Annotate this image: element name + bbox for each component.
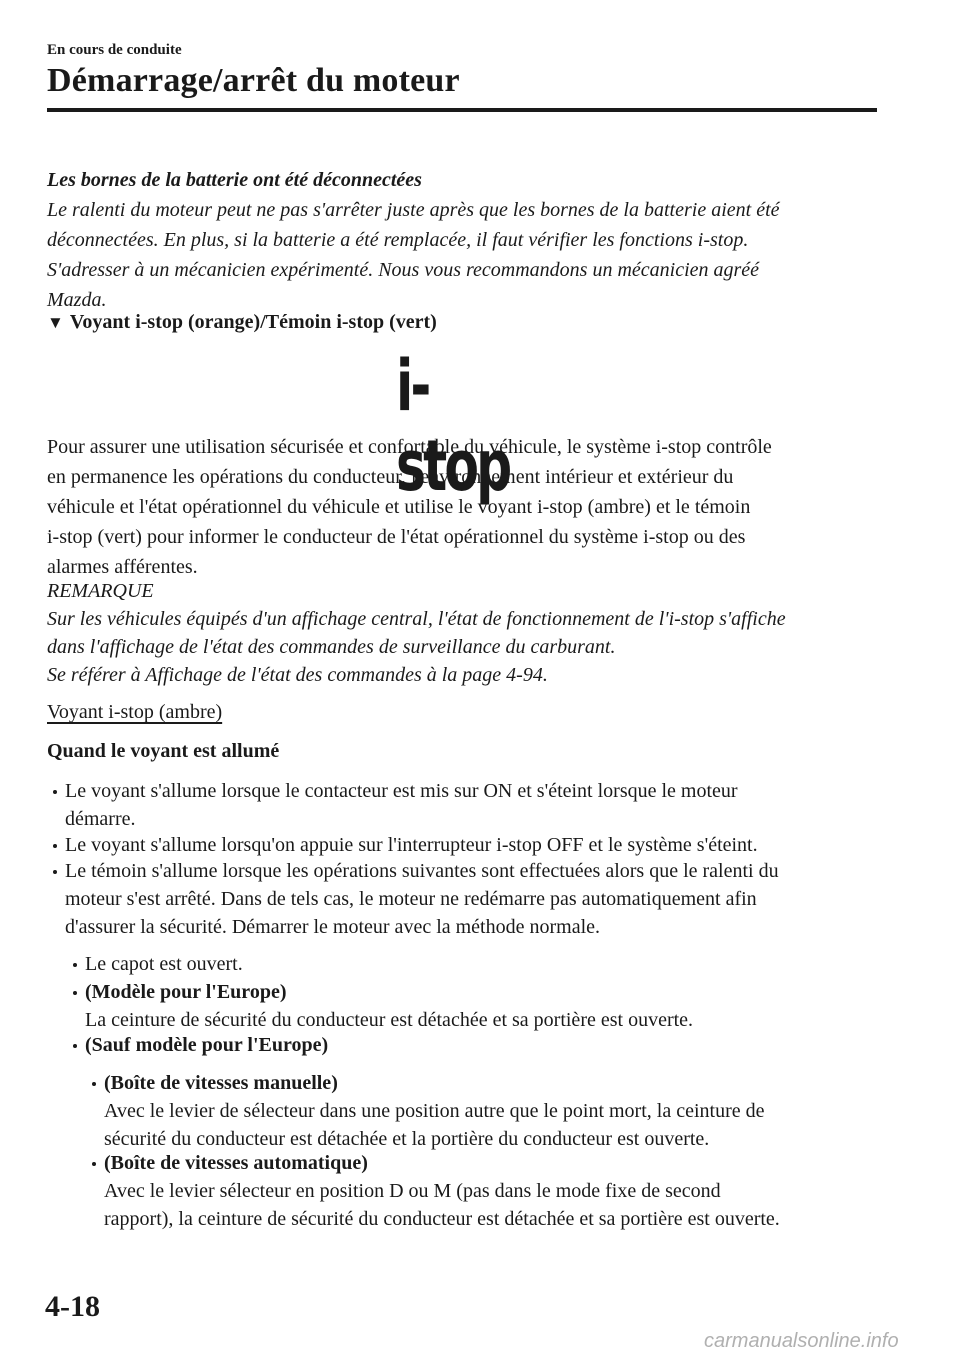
indicator-line: Pour assurer une utilisation sécurisée et confortable du véhicule, le système i-stop contrôle [47, 436, 772, 458]
bullet-icon [53, 790, 57, 794]
list-item-line: Le témoin s'allume lorsque les opérations suivantes sont effectuées alors que le ralenti du [65, 860, 779, 882]
indicator-line: véhicule et l'état opérationnel du véhicule et utilise le voyant i-stop (ambre) et le témoin [47, 496, 751, 518]
list-item-line: d'assurer la sécurité. Démarrer le moteur avec la méthode normale. [65, 916, 601, 938]
running-head: En cours de conduite [47, 42, 182, 58]
list-item-line: Le voyant s'allume lorsque le contacteur est mis sur ON et s'éteint lorsque le moteur [65, 780, 738, 802]
list-item-title: (Boîte de vitesses manuelle) [104, 1072, 338, 1094]
list-item-line: moteur s'est arrêté. Dans de tels cas, le moteur ne redémarre pas automatiquement afin [65, 888, 757, 910]
i-stop-logo-text: i-stop [396, 345, 510, 507]
list-item-line: Avec le levier sélecteur en position D ou M (pas dans le mode fixe de second [104, 1180, 721, 1202]
i-stop-logo [396, 345, 536, 507]
note-line: Se référer à Affichage de l'état des commandes à la page 4-94. [47, 664, 548, 686]
battery-line: Mazda. [47, 289, 107, 311]
page-number: 4-18 [45, 1290, 100, 1323]
note-block [47, 577, 887, 689]
section-marker-icon: ▼ [47, 313, 64, 332]
battery-heading: Les bornes de la batterie ont été déconnectées [47, 169, 422, 191]
note-label: REMARQUE [47, 580, 154, 602]
indicator-section-heading [47, 311, 437, 334]
list-item-line: Avec le levier de sélecteur dans une position autre que le point mort, la ceinture de [104, 1100, 765, 1122]
indicator-line: en permanence les opérations du conducteur, l'environnement intérieur et extérieur du [47, 466, 734, 488]
indicator-line: i-stop (vert) pour informer le conducteur de l'état opérationnel du système i-stop ou des [47, 526, 746, 548]
list-item-line: Le capot est ouvert. [85, 953, 243, 975]
list-item-line: Le voyant s'allume lorsqu'on appuie sur l'interrupteur i-stop OFF et le système s'éteint. [65, 834, 758, 856]
list-item [85, 978, 693, 1034]
battery-line: Le ralenti du moteur peut ne pas s'arrêter juste après que les bornes de la batterie aient été [47, 199, 780, 221]
indicator-heading-text: Voyant i-stop (orange)/Témoin i-stop (vert) [69, 311, 437, 333]
list-item-line: La ceinture de sécurité du conducteur est détachée et sa portière est ouverte. [85, 1009, 694, 1031]
list-item [65, 777, 738, 833]
header-rule [47, 108, 877, 112]
list-item-line: démarre. [65, 808, 136, 830]
bullet-icon [73, 991, 77, 995]
note-line: dans l'affichage de l'état des commandes de surveillance du carburant. [47, 636, 616, 658]
battery-line: déconnectées. En plus, si la batterie a été remplacée, il faut vérifier les fonctions i-stop. [47, 229, 749, 251]
list-item-title: (Modèle pour l'Europe) [85, 981, 287, 1003]
watermark: carmanualsonline.info [704, 1330, 899, 1352]
page-title: Démarrage/arrêt du moteur [47, 62, 460, 99]
indicator-line: alarmes afférentes. [47, 556, 198, 578]
list-item-line: sécurité du conducteur est détachée et la portière du conducteur est ouverte. [104, 1128, 710, 1150]
list-item-title: (Boîte de vitesses automatique) [104, 1152, 368, 1174]
list-item [85, 1031, 328, 1059]
indicator-description [47, 432, 887, 582]
bullet-icon [73, 963, 77, 967]
bullet-icon [92, 1082, 96, 1086]
list-item [65, 857, 779, 941]
bullet-icon [92, 1162, 96, 1166]
battery-section [47, 165, 887, 315]
list-item [65, 831, 758, 859]
list-item [85, 950, 243, 978]
battery-line: S'adresser à un mécanicien expérimenté. Nous vous recommandons un mécanicien agréé [47, 259, 760, 281]
note-line: Sur les véhicules équipés d'un affichage central, l'état de fonctionnement de l'i-stop s'affiche [47, 608, 786, 630]
list-item-title: (Sauf modèle pour l'Europe) [85, 1034, 329, 1056]
bullet-icon [53, 844, 57, 848]
bullet-icon [53, 870, 57, 874]
bullet-icon [73, 1044, 77, 1048]
list-item [104, 1149, 780, 1233]
amber-heading: Voyant i-stop (ambre) [47, 701, 223, 723]
list-item-line: rapport), la ceinture de sécurité du conducteur est détachée et sa portière est ouverte. [104, 1208, 780, 1230]
list-item [104, 1069, 765, 1153]
amber-subheading: Quand le voyant est allumé [47, 740, 280, 762]
